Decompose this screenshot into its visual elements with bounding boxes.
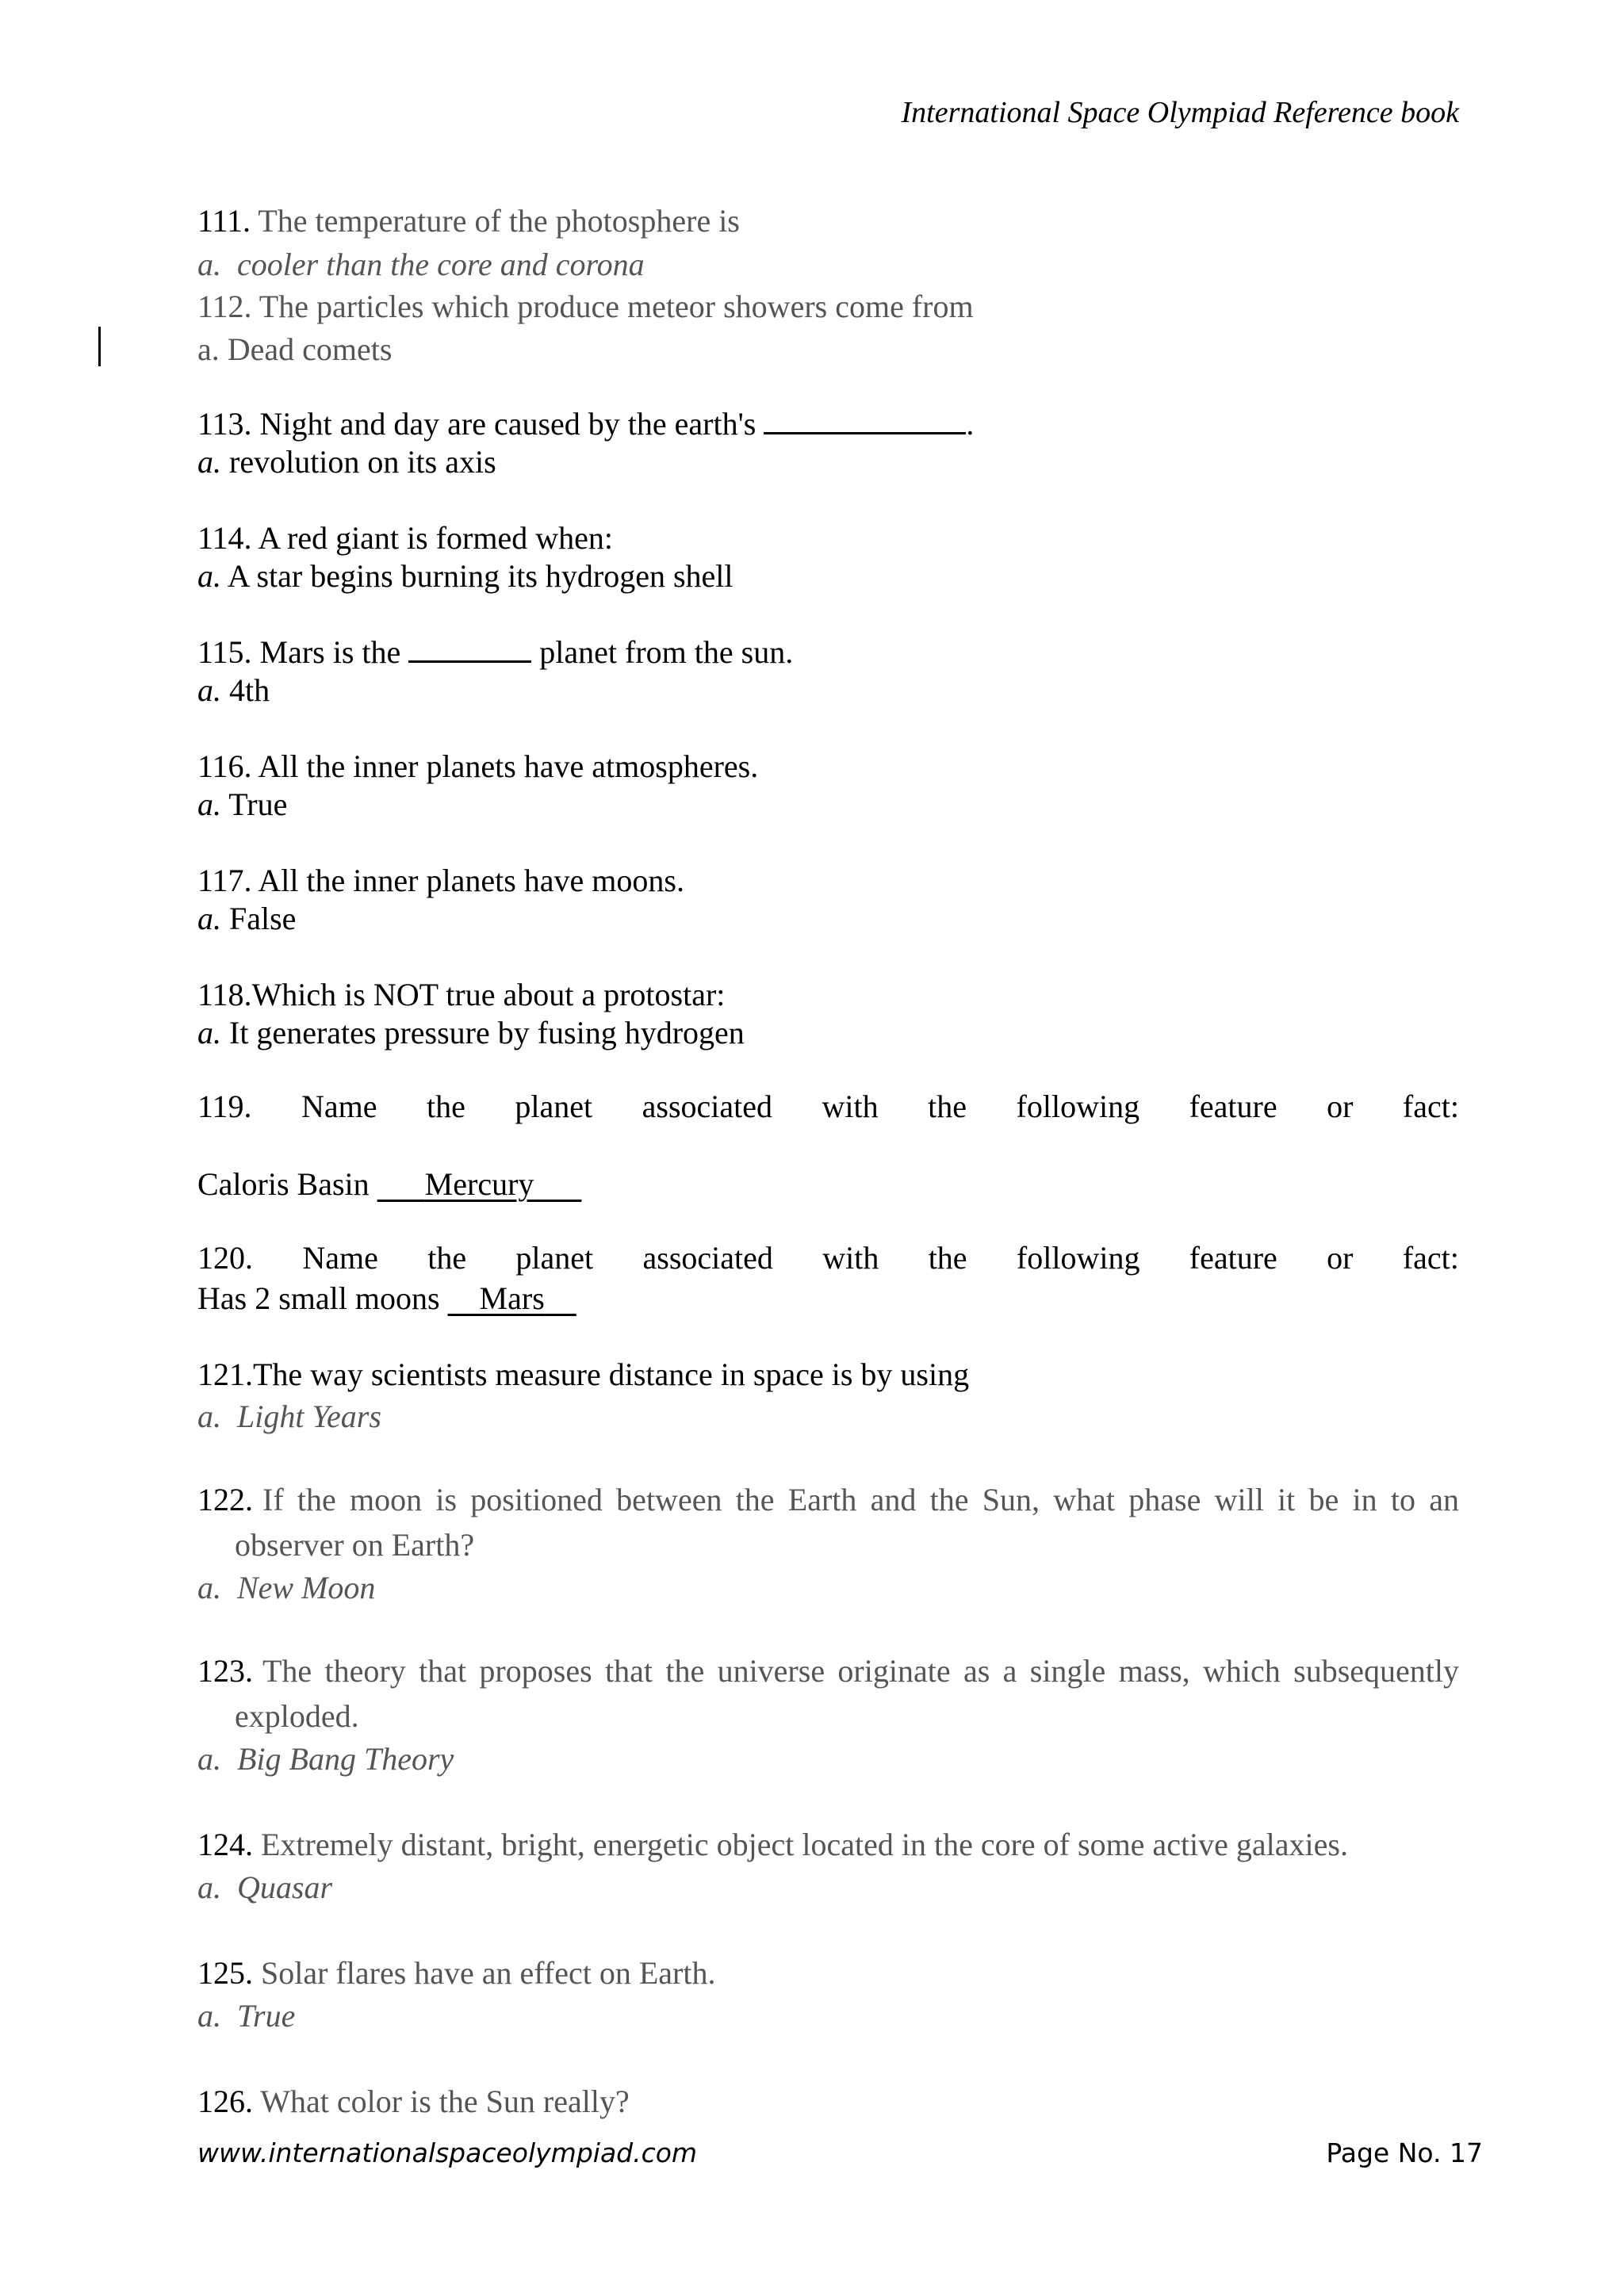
question-text-line1: If the moon is positioned between the Earth and the Sun, what phase will it be in to an	[262, 1482, 1459, 1517]
question-word: planet	[515, 1089, 593, 1124]
answer-text: Light Years	[237, 1399, 381, 1434]
question-text-line1: The theory that proposes that the universe originate as a single mass, which subsequently	[262, 1653, 1459, 1689]
question-text-post: planet from the sun.	[539, 634, 794, 670]
question-word: with	[822, 1240, 879, 1276]
question-word: fact:	[1402, 1240, 1459, 1276]
question-word: with	[822, 1089, 879, 1124]
question-number: 125.	[197, 1955, 253, 1991]
question-120	[197, 1239, 1459, 1276]
question-number: 118.	[197, 977, 252, 1012]
answer-112: a. Dead comets	[197, 331, 393, 367]
answer-label: a.	[197, 1869, 221, 1905]
question-word: or	[1327, 1089, 1354, 1124]
answer-text: True	[228, 786, 288, 822]
question-number: 113.	[197, 406, 252, 442]
question-114	[197, 517, 613, 560]
answer-116	[197, 783, 287, 826]
answer-125	[197, 1995, 295, 2038]
question-116	[197, 745, 758, 788]
question-number: 121.	[197, 1357, 253, 1392]
question-word: the	[928, 1089, 967, 1124]
question-112	[197, 285, 974, 328]
question-word: following	[1016, 1240, 1140, 1276]
question-text: The way scientists measure distance in space is by using	[253, 1357, 970, 1392]
question-text: All the inner planets have moons.	[258, 863, 684, 898]
question-122	[197, 1481, 1459, 1518]
question-number: 114.	[197, 520, 252, 556]
running-header: International Space Olympiad Reference book	[901, 96, 1459, 129]
question-121	[197, 1353, 969, 1396]
question-word: feature	[1189, 1089, 1277, 1124]
question-text: The temperature of the photosphere is	[258, 203, 740, 239]
question-word: Name	[302, 1240, 378, 1276]
answer-label: a.	[197, 786, 221, 822]
answer-label: a.	[197, 444, 221, 480]
question-number: 123.	[197, 1653, 253, 1689]
feature-prompt: Caloris Basin	[197, 1166, 370, 1202]
question-word: the	[427, 1089, 465, 1124]
question-text: The particles which produce meteor showers come from	[259, 289, 974, 324]
question-126	[197, 2080, 630, 2123]
filled-answer	[377, 1166, 582, 1202]
answer-text: cooler than the core and corona	[237, 247, 645, 282]
question-number: 122.	[197, 1482, 253, 1517]
answer-111	[197, 243, 645, 286]
question-number: 115.	[197, 634, 252, 670]
question-number: 120.	[197, 1240, 253, 1276]
answer-114	[197, 555, 733, 598]
question-word: the	[427, 1240, 467, 1276]
question-text: All the inner planets have atmospheres.	[258, 748, 759, 784]
footer-website-link[interactable]: www.internationalspaceolympiad.com	[197, 2137, 698, 2168]
page-number: Page No. 17	[1326, 2137, 1483, 2168]
answer-label: a.	[197, 247, 221, 282]
question-113	[197, 403, 974, 446]
question-word: feature	[1189, 1240, 1277, 1276]
question-text: Extremely distant, bright, energetic object located in the core of some active galaxies.	[261, 1827, 1348, 1862]
answer-text: It generates pressure by fusing hydrogen	[229, 1015, 745, 1050]
question-text: A red giant is formed when:	[258, 520, 613, 556]
question-124	[197, 1823, 1348, 1866]
question-text: Which is NOT true about a protostar:	[251, 977, 726, 1012]
answer-113	[197, 441, 496, 484]
question-word: associated	[642, 1089, 773, 1124]
answer-label: a.	[197, 558, 221, 594]
answer-label: a.	[197, 1399, 221, 1434]
answer-label: a.	[197, 672, 221, 708]
answer-text: Quasar	[237, 1869, 333, 1905]
question-text-pre: Mars is the	[259, 634, 401, 670]
answer-text: New Moon	[237, 1570, 376, 1605]
question-end: .	[966, 406, 975, 442]
answer-text: Big Bang Theory	[237, 1741, 454, 1777]
filled-answer-text: Mars	[479, 1280, 545, 1316]
question-119	[197, 1088, 1459, 1125]
question-number: 112.	[197, 289, 252, 324]
question-word: associated	[642, 1240, 773, 1276]
question-123	[197, 1652, 1459, 1689]
answer-label: a.	[197, 1570, 221, 1605]
answer-124	[197, 1866, 332, 1909]
question-122-continued: observer on Earth?	[235, 1527, 475, 1563]
question-word: fact:	[1402, 1089, 1459, 1124]
answer-122	[197, 1567, 375, 1609]
margin-change-bar	[98, 327, 101, 366]
question-number: 116.	[197, 748, 252, 784]
answer-118	[197, 1012, 745, 1054]
answer-blank	[764, 432, 966, 434]
answer-text: revolution on its axis	[229, 444, 496, 480]
answer-label: a.	[197, 1998, 221, 2034]
question-word: Name	[301, 1089, 377, 1124]
question-number: 119.	[197, 1089, 252, 1124]
answer-label: a.	[197, 1015, 221, 1050]
answer-text: False	[229, 901, 297, 936]
question-text: Solar flares have an effect on Earth.	[261, 1955, 716, 1991]
answer-label: a.	[197, 901, 221, 936]
question-number: 117.	[197, 863, 252, 898]
answer-blank	[408, 660, 531, 663]
answer-119	[197, 1163, 581, 1206]
filled-answer	[448, 1280, 576, 1316]
question-word: or	[1327, 1240, 1354, 1276]
question-number: 111.	[197, 203, 251, 239]
answer-label: a.	[197, 1741, 221, 1777]
answer-121	[197, 1395, 381, 1438]
answer-115	[197, 669, 270, 712]
answer-123	[197, 1738, 454, 1781]
question-number: 126.	[197, 2084, 253, 2119]
question-118	[197, 974, 725, 1016]
question-123-continued: exploded.	[235, 1698, 359, 1734]
answer-117	[197, 897, 296, 940]
question-117	[197, 859, 684, 902]
feature-prompt: Has 2 small moons	[197, 1280, 440, 1316]
question-text: What color is the Sun really?	[260, 2084, 630, 2119]
question-word: following	[1016, 1089, 1140, 1124]
question-word: the	[928, 1240, 967, 1276]
answer-text: 4th	[229, 672, 270, 708]
answer-120	[197, 1277, 576, 1320]
question-125	[197, 1952, 715, 1995]
question-word: planet	[515, 1240, 594, 1276]
question-115	[197, 631, 793, 674]
question-111	[197, 200, 740, 243]
filled-answer-text: Mercury	[424, 1166, 534, 1202]
answer-text: A star begins burning its hydrogen shell	[227, 558, 733, 594]
question-text: Night and day are caused by the earth's	[259, 406, 756, 442]
answer-text: True	[237, 1998, 296, 2034]
question-number: 124.	[197, 1827, 253, 1862]
